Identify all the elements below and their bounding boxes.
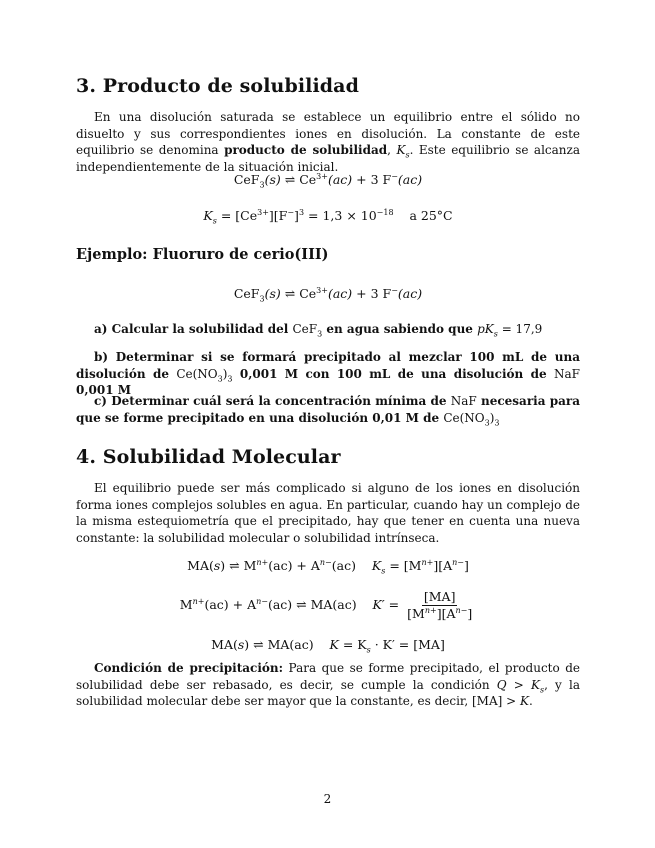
equation-molecular-solubility: MA(s) ⇌ MA(ac) $K = K_s \cdot K' = [MA]$ <box>211 637 445 655</box>
page-number: 2 <box>323 792 332 806</box>
section-4-heading: 4. Solubilidad Molecular <box>76 446 341 468</box>
section-4-paragraph: El equilibrio puede ser más complicado si alguno de los iones en disolución forma iones complejos solubles en agua. En particular, cuando hay un complejo de la misma estequiometría que el precipitado, hay que tener en cuenta una nueva constante: la solubilidad molecular o solubilidad intrínseca. <box>76 481 580 545</box>
equation-ks-expression: $K_s = [Ce^{3+}][F^-]^3 = 1,3 \times 10^{-18}$ a 25°C <box>203 207 453 226</box>
equation-cef3-dissolution: CeF$_3$(s) ⇌ $Ce^{3+}(ac) + 3$ F−(ac) <box>233 171 423 190</box>
question-a: a) Calcular la solubilidad del CeF$_3$ en agua sabiendo que $pK_s = 17,9$ <box>94 322 543 339</box>
section-3-heading: 3. Producto de solubilidad <box>76 75 359 97</box>
question-c: c) Determinar cuál será la concentración mínima de NaF necesaria para que se forme precipitado en una disolución 0,01 M de $Ce(NO_3)_3$ <box>76 394 581 427</box>
section-3-paragraph: En una disolución saturada se establece un equilibrio entre el sólido no disuelto y sus correspondientes iones en disolución. La constante de este equilibrio se denomina producto de solubilidad, $K_s$. Este equilibrio se alcanza independientemente de la situación inicial. <box>76 110 581 174</box>
equation-ma-dissolution: MA(s) ⇌ $M^{n+}(ac) + A^{n-}(ac)$ $K_s = [M^{n+}][A^{n-}]$ <box>187 557 469 576</box>
equation-complex-formation: $M^{n+}(ac) + A^{n-}(ac)$ ⇌ MA(ac) K′ = $\frac{[MA]}{[M^{n+}][A^{n-}]}$ <box>179 589 473 621</box>
k-prime-fraction: $\frac{[MA]}{[M^{n+}][A^{n-}]}$ <box>407 589 473 621</box>
example-equation: CeF$_3$(s) ⇌ $Ce^{3+}(ac) + 3$ F−(ac) <box>233 285 423 304</box>
precipitation-condition-paragraph: Condición de precipitación: Para que se forme precipitado, el producto de solubilidad debe ser rebasado, es decir, se cumple la condición $Q > K_s$, y la solubilidad molecular debe ser mayor que la constante, es decir, [MA] > K. <box>76 661 580 708</box>
question-b: b) Determinar si se formará precipitado al mezclar 100 mL de una disolución de $Ce(NO_3)_3$ 0,001 M con 100 mL de una disolución de NaF 0,001 M <box>76 350 581 397</box>
example-heading: Ejemplo: Fluoruro de cerio(III) <box>76 246 329 263</box>
